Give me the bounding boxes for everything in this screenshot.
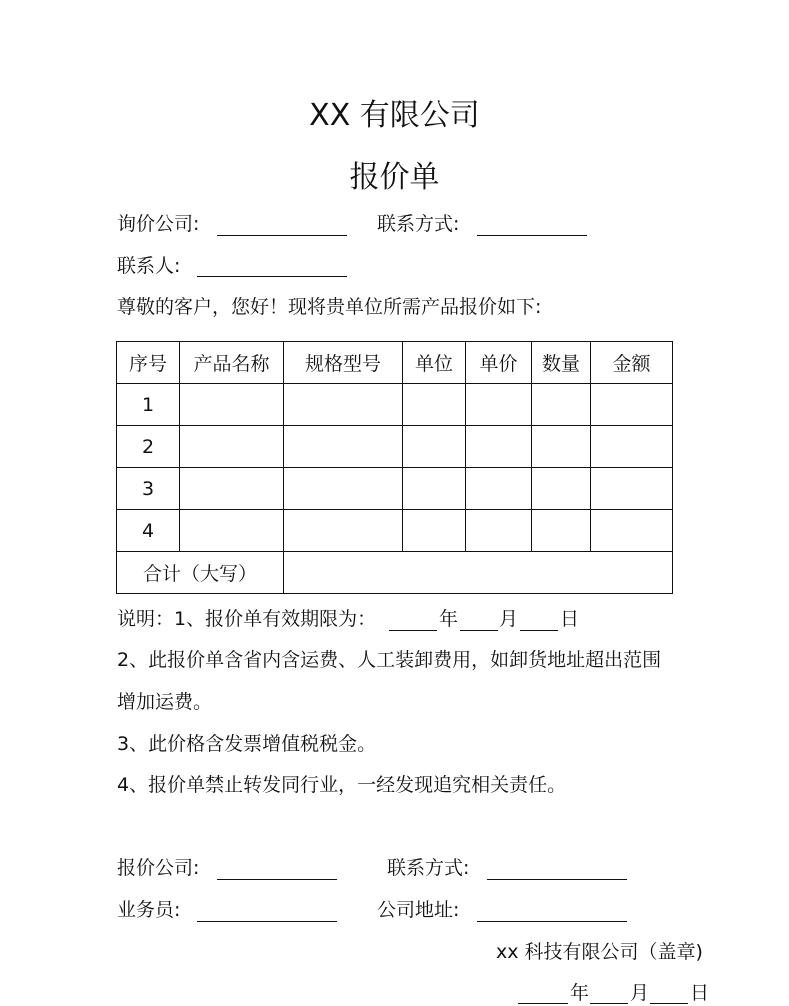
- table-cell[interactable]: [180, 468, 284, 510]
- table-cell[interactable]: [466, 510, 532, 552]
- table-cell[interactable]: [466, 426, 532, 468]
- table-cell[interactable]: [180, 510, 284, 552]
- quote-table: [116, 341, 673, 594]
- table-row: [117, 468, 673, 510]
- table-cell[interactable]: [532, 510, 591, 552]
- table-cell[interactable]: [284, 426, 403, 468]
- address-label: 公司地址:: [377, 899, 460, 921]
- table-cell[interactable]: [284, 384, 403, 426]
- note-forwarding: 4、报价单禁止转发同行业，一经发现追究相关责任。: [117, 774, 567, 796]
- sign-day-field[interactable]: [650, 1003, 688, 1004]
- quote-company-label: 报价公司:: [117, 857, 200, 879]
- table-cell[interactable]: [403, 468, 466, 510]
- table-cell[interactable]: [284, 468, 403, 510]
- table-cell[interactable]: [180, 426, 284, 468]
- total-label: 合计（大写）: [117, 552, 284, 594]
- salesperson-field[interactable]: [197, 921, 337, 922]
- table-cell[interactable]: [591, 468, 673, 510]
- total-row: [117, 552, 673, 594]
- row-number: 2: [117, 426, 180, 468]
- table-header-cell: 产品名称: [180, 342, 284, 384]
- table-cell[interactable]: [591, 384, 673, 426]
- inquiry-phone-label: 联系方式:: [377, 213, 460, 235]
- validity-year-field[interactable]: [389, 630, 437, 631]
- validity-month-field[interactable]: [460, 630, 498, 631]
- table-cell[interactable]: [532, 426, 591, 468]
- address-field[interactable]: [477, 921, 627, 922]
- table-cell[interactable]: [403, 510, 466, 552]
- table-cell[interactable]: [466, 384, 532, 426]
- table-cell[interactable]: [532, 468, 591, 510]
- sign-day-label: 日: [690, 982, 710, 1004]
- inquiry-contact-label: 联系人:: [117, 255, 181, 277]
- table-header-row: [117, 342, 673, 384]
- note-shipping-continued: 增加运费。: [117, 691, 213, 713]
- note-validity-prefix: 说明：1、报价单有效期限为：: [117, 608, 377, 630]
- table-header-cell: 规格型号: [284, 342, 403, 384]
- table-cell[interactable]: [284, 510, 403, 552]
- table-cell[interactable]: [466, 468, 532, 510]
- footer-phone-label: 联系方式:: [387, 857, 470, 879]
- company-seal-text: xx 科技有限公司（盖章): [496, 941, 703, 963]
- footer-phone-field[interactable]: [487, 879, 627, 880]
- inquiry-phone-field[interactable]: [477, 235, 587, 236]
- row-number: 1: [117, 384, 180, 426]
- note-shipping: 2、此报价单含省内含运费、人工装卸费用，如卸货地址超出范围: [117, 649, 662, 671]
- validity-year-label: 年: [439, 608, 459, 630]
- sign-month-label: 月: [630, 982, 650, 1004]
- validity-day-field[interactable]: [520, 630, 558, 631]
- table-header-cell: 单价: [466, 342, 532, 384]
- table-header-cell: 序号: [117, 342, 180, 384]
- table-header-cell: 数量: [532, 342, 591, 384]
- inquiry-company-label: 询价公司:: [117, 213, 200, 235]
- table-cell[interactable]: [180, 384, 284, 426]
- total-amount-cell[interactable]: [284, 552, 673, 594]
- sign-year-label: 年: [570, 982, 590, 1004]
- note-validity: [117, 607, 376, 631]
- row-number: 4: [117, 510, 180, 552]
- validity-month-label: 月: [499, 608, 519, 630]
- salesperson-label: 业务员:: [117, 899, 181, 921]
- note-invoice: 3、此价格含发票增值税税金。: [117, 733, 377, 755]
- table-row: [117, 426, 673, 468]
- table-header-cell: 单位: [403, 342, 466, 384]
- row-number: 3: [117, 468, 180, 510]
- table-row: [117, 510, 673, 552]
- table-cell[interactable]: [403, 384, 466, 426]
- sign-year-field[interactable]: [518, 1003, 568, 1004]
- table-cell[interactable]: [591, 510, 673, 552]
- document-title: 报价单: [349, 160, 440, 195]
- table-row: [117, 384, 673, 426]
- quote-company-field[interactable]: [217, 879, 337, 880]
- greeting-text: 尊敬的客户，您好！现将贵单位所需产品报价如下:: [117, 296, 542, 318]
- sign-month-field[interactable]: [590, 1003, 628, 1004]
- table-cell[interactable]: [403, 426, 466, 468]
- company-title: XX 有限公司: [309, 98, 480, 133]
- table-header-cell: 金额: [591, 342, 673, 384]
- inquiry-contact-field[interactable]: [197, 276, 347, 277]
- inquiry-company-field[interactable]: [217, 235, 347, 236]
- table-cell[interactable]: [532, 384, 591, 426]
- validity-day-label: 日: [560, 608, 580, 630]
- table-cell[interactable]: [591, 426, 673, 468]
